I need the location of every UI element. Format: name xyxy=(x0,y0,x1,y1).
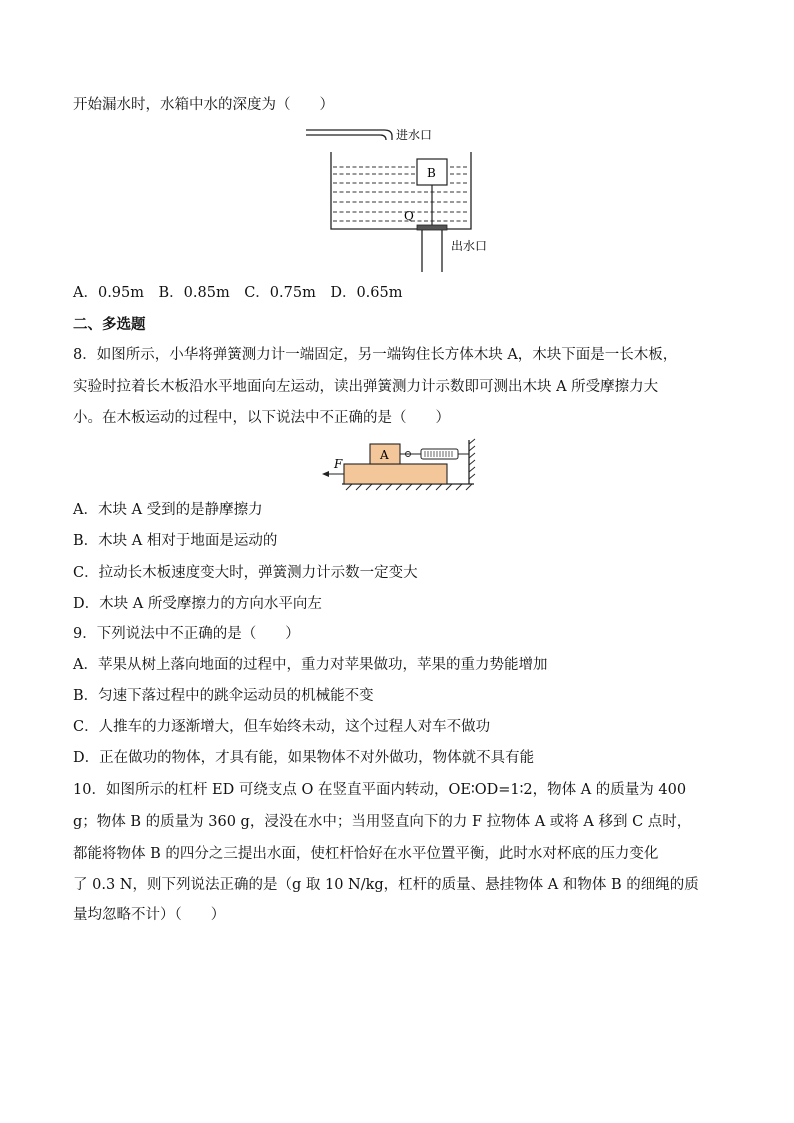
ground-hatch xyxy=(346,484,472,490)
tank-walls xyxy=(331,152,471,229)
long-board xyxy=(344,464,447,484)
water-surface xyxy=(333,167,469,221)
plug-q xyxy=(417,225,447,230)
wall-hatch xyxy=(469,439,475,479)
float-b-label: B xyxy=(427,166,436,180)
q10-stem-line-5: 量均忽略不计）（ ） xyxy=(73,907,226,923)
q8-stem-line-1: 8．如图所示，小华将弹簧测力计一端固定，另一端钩住长方体木块 A，木块下面是一长木板， xyxy=(73,347,678,363)
force-label: F xyxy=(334,457,343,471)
q9-option-d: D．正在做功的物体，才具有能，如果物体不对外做功，物体就不具有能 xyxy=(73,750,535,766)
force-arrowhead xyxy=(322,471,329,477)
q8-option-a: A．木块 A 受到的是静摩擦力 xyxy=(73,502,263,518)
q8-stem-line-3: 小。在木板运动的过程中，以下说法中不正确的是（ ） xyxy=(73,410,450,426)
section-title: 二、多选题 xyxy=(73,316,146,333)
q8-stem-line-2: 实验时拉着长木板沿水平地面向左运动，读出弹簧测力计示数即可测出木块 A 所受摩擦力大 xyxy=(73,379,659,395)
inlet-label: 进水口 xyxy=(396,128,433,142)
block-a-label: A xyxy=(380,448,389,462)
q8-option-d: D．木块 A 所受摩擦力的方向水平向左 xyxy=(73,596,322,612)
outlet-pipe xyxy=(422,230,442,272)
q8-option-c: C．拉动长木板速度变大时，弹簧测力计示数一定变大 xyxy=(73,565,418,581)
outlet-label: 出水口 xyxy=(451,239,488,253)
q9-option-a: A．苹果从树上落向地面的过程中，重力对苹果做功，苹果的重力势能增加 xyxy=(73,657,548,673)
q9-stem: 9．下列说法中不正确的是（ ） xyxy=(73,626,300,642)
q7-options: A．0.95m B．0.85m C．0.75m D．0.65m xyxy=(73,285,403,301)
inlet-pipe xyxy=(306,130,392,140)
plug-q-label: Q xyxy=(404,209,414,223)
q8-option-b: B．木块 A 相对于地面是运动的 xyxy=(73,533,278,549)
q9-option-c: C．人推车的力逐渐增大，但车始终未动，这个过程人对车不做功 xyxy=(73,719,491,735)
q10-stem-line-2: g；物体 B 的质量为 360 g，浸没在水中；当用竖直向下的力 F 拉物体 A 或将 A 移到 C 点时， xyxy=(73,814,692,830)
q9-option-b: B．匀速下落过程中的跳伞运动员的机械能不变 xyxy=(73,688,374,704)
q10-stem-line-1: 10．如图所示的杠杆 ED 可绕支点 O 在竖直平面内转动，OE∶OD=1∶2，物体 A 的质量为 400 xyxy=(73,782,687,798)
water-tank-figure xyxy=(300,122,500,274)
friction-figure xyxy=(318,436,482,494)
q10-stem-line-3: 都能将物体 B 的四分之三提出水面，使杠杆恰好在水平位置平衡，此时水对杯底的压力变化 xyxy=(73,846,659,862)
spring-scale xyxy=(421,449,458,459)
q7-stem-tail: 开始漏水时，水箱中水的深度为（ ） xyxy=(73,97,334,113)
q10-stem-line-4: 了 0.3 N，则下列说法正确的是（g 取 10 N/kg，杠杆的质量、悬挂物体 A 和物体 B 的细绳的质 xyxy=(73,877,699,893)
